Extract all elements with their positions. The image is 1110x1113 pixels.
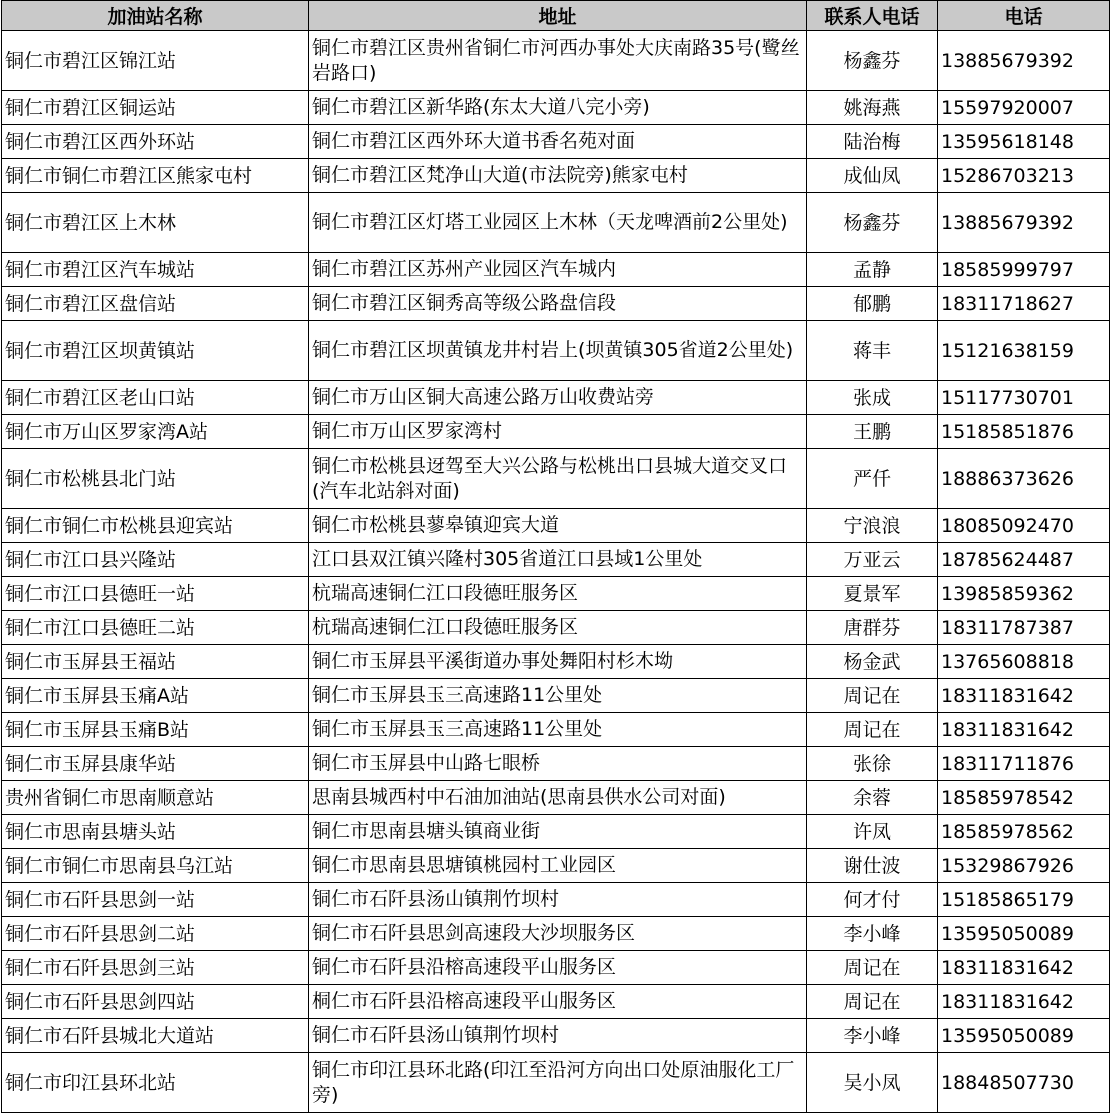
phone-cell[interactable]: 18311831642: [938, 951, 1110, 985]
address-cell[interactable]: 铜仁市碧江区坝黄镇龙井村岩上(坝黄镇305省道2公里处): [309, 321, 807, 381]
table-row[interactable]: [2, 509, 1110, 543]
phone-cell[interactable]: 18311831642: [938, 679, 1110, 713]
table-row[interactable]: [2, 611, 1110, 645]
table-row[interactable]: [2, 679, 1110, 713]
station-name-cell[interactable]: 铜仁市印江县环北站: [2, 1053, 309, 1113]
table-row[interactable]: [2, 577, 1110, 611]
header-station-name: 加油站名称: [2, 1, 309, 31]
gas-station-table: [1, 0, 1110, 1113]
table-row[interactable]: [2, 449, 1110, 509]
table-row[interactable]: [2, 781, 1110, 815]
contact-name-cell[interactable]: 万亚云: [807, 543, 938, 577]
address-cell[interactable]: 铜仁市松桃县蓼皋镇迎宾大道: [309, 509, 807, 543]
station-name-cell[interactable]: 铜仁市石阡县思剑四站: [2, 985, 309, 1019]
station-name-cell[interactable]: 铜仁市松桃县北门站: [2, 449, 309, 509]
address-cell[interactable]: 铜仁市碧江区新华路(东太大道八完小旁): [309, 91, 807, 125]
contact-name-cell[interactable]: 周记在: [807, 679, 938, 713]
station-name-cell[interactable]: 铜仁市江口县兴隆站: [2, 543, 309, 577]
address-cell[interactable]: 铜仁市石阡县思剑高速段大沙坝服务区: [309, 917, 807, 951]
table-row[interactable]: [2, 985, 1110, 1019]
address-cell[interactable]: 铜仁市碧江区苏州产业园区汽车城内: [309, 253, 807, 287]
station-name-cell[interactable]: 铜仁市石阡县城北大道站: [2, 1019, 309, 1053]
header-address: 地址: [309, 1, 807, 31]
contact-name-cell[interactable]: 杨金武: [807, 645, 938, 679]
phone-cell[interactable]: 15329867926: [938, 849, 1110, 883]
address-cell[interactable]: 铜仁市石阡县汤山镇荆竹坝村: [309, 1019, 807, 1053]
phone-cell[interactable]: 15185851876: [938, 415, 1110, 449]
station-name-cell[interactable]: 铜仁市碧江区铜运站: [2, 91, 309, 125]
contact-name-cell[interactable]: 余蓉: [807, 781, 938, 815]
address-cell[interactable]: 铜仁市玉屏县中山路七眼桥: [309, 747, 807, 781]
contact-name-cell[interactable]: 王鹏: [807, 415, 938, 449]
table-row[interactable]: [2, 125, 1110, 159]
table-row[interactable]: [2, 713, 1110, 747]
table-row[interactable]: [2, 415, 1110, 449]
phone-cell[interactable]: 13885679392: [938, 193, 1110, 253]
header-contact: 联系人电话: [807, 1, 938, 31]
phone-cell[interactable]: 18311711876: [938, 747, 1110, 781]
station-name-cell[interactable]: 铜仁市碧江区坝黄镇站: [2, 321, 309, 381]
station-name-cell[interactable]: 铜仁市碧江区锦江站: [2, 31, 309, 91]
station-name-cell[interactable]: 铜仁市石阡县思剑二站: [2, 917, 309, 951]
station-name-cell[interactable]: 贵州省铜仁市思南顺意站: [2, 781, 309, 815]
address-cell[interactable]: 铜仁市碧江区贵州省铜仁市河西办事处大庆南路35号(鹭丝岩路口): [309, 31, 807, 91]
phone-cell[interactable]: 13985859362: [938, 577, 1110, 611]
station-name-cell[interactable]: 铜仁市玉屏县玉痛A站: [2, 679, 309, 713]
station-name-cell[interactable]: 铜仁市铜仁市松桃县迎宾站: [2, 509, 309, 543]
phone-cell[interactable]: 18848507730: [938, 1053, 1110, 1113]
table-row[interactable]: [2, 815, 1110, 849]
address-cell[interactable]: 杭瑞高速铜仁江口段德旺服务区: [309, 611, 807, 645]
contact-name-cell[interactable]: 宁浪浪: [807, 509, 938, 543]
station-name-cell[interactable]: 铜仁市江口县德旺一站: [2, 577, 309, 611]
address-cell[interactable]: 铜仁市碧江区灯塔工业园区上木林（天龙啤酒前2公里处): [309, 193, 807, 253]
contact-name-cell[interactable]: 唐群芬: [807, 611, 938, 645]
address-cell[interactable]: 铜仁市石阡县汤山镇荆竹坝村: [309, 883, 807, 917]
phone-cell[interactable]: 13885679392: [938, 31, 1110, 91]
contact-name-cell[interactable]: 李小峰: [807, 917, 938, 951]
table-row[interactable]: [2, 253, 1110, 287]
contact-name-cell[interactable]: 何才付: [807, 883, 938, 917]
station-name-cell[interactable]: 铜仁市江口县德旺二站: [2, 611, 309, 645]
contact-name-cell[interactable]: 李小峰: [807, 1019, 938, 1053]
address-cell[interactable]: 铜仁市玉屏县玉三高速路11公里处: [309, 679, 807, 713]
contact-name-cell[interactable]: 张徐: [807, 747, 938, 781]
table-row[interactable]: [2, 321, 1110, 381]
contact-name-cell[interactable]: 孟静: [807, 253, 938, 287]
contact-name-cell[interactable]: 吴小凤: [807, 1053, 938, 1113]
phone-cell[interactable]: 15597920007: [938, 91, 1110, 125]
phone-cell[interactable]: 15185865179: [938, 883, 1110, 917]
address-cell[interactable]: 铜仁市松桃县迓驾至大兴公路与松桃出口县城大道交叉口(汽车北站斜对面): [309, 449, 807, 509]
header-phone: 电话: [938, 1, 1110, 31]
phone-cell[interactable]: 18585978542: [938, 781, 1110, 815]
contact-name-cell[interactable]: 成仙凤: [807, 159, 938, 193]
phone-cell[interactable]: 15286703213: [938, 159, 1110, 193]
address-cell[interactable]: 铜仁市印江县环北路(印江至沿河方向出口处原油服化工厂旁): [309, 1053, 807, 1113]
address-cell[interactable]: 铜仁市万山区罗家湾村: [309, 415, 807, 449]
phone-cell[interactable]: 13595050089: [938, 1019, 1110, 1053]
contact-name-cell[interactable]: 杨鑫芬: [807, 193, 938, 253]
station-name-cell[interactable]: 铜仁市碧江区盘信站: [2, 287, 309, 321]
station-name-cell[interactable]: 铜仁市碧江区西外环站: [2, 125, 309, 159]
table-row[interactable]: [2, 645, 1110, 679]
station-name-cell[interactable]: 铜仁市玉屏县王福站: [2, 645, 309, 679]
contact-name-cell[interactable]: 周记在: [807, 985, 938, 1019]
phone-cell[interactable]: 13595050089: [938, 917, 1110, 951]
table-row[interactable]: [2, 747, 1110, 781]
table-row[interactable]: [2, 1053, 1110, 1113]
phone-cell[interactable]: 18311718627: [938, 287, 1110, 321]
phone-cell[interactable]: 18585999797: [938, 253, 1110, 287]
contact-name-cell[interactable]: 夏景军: [807, 577, 938, 611]
table-row[interactable]: [2, 91, 1110, 125]
station-name-cell[interactable]: 铜仁市碧江区汽车城站: [2, 253, 309, 287]
address-cell[interactable]: 铜仁市碧江区铜秀高等级公路盘信段: [309, 287, 807, 321]
address-cell[interactable]: 铜仁市思南县思塘镇桃园村工业园区: [309, 849, 807, 883]
address-cell[interactable]: 杭瑞高速铜仁江口段德旺服务区: [309, 577, 807, 611]
address-cell[interactable]: 铜仁市玉屏县平溪街道办事处舞阳村杉木坳: [309, 645, 807, 679]
station-name-cell[interactable]: 铜仁市碧江区上木林: [2, 193, 309, 253]
station-name-cell[interactable]: 铜仁市思南县塘头站: [2, 815, 309, 849]
contact-name-cell[interactable]: 周记在: [807, 951, 938, 985]
contact-name-cell[interactable]: 杨鑫芬: [807, 31, 938, 91]
contact-name-cell[interactable]: 谢仕波: [807, 849, 938, 883]
phone-cell[interactable]: 18085092470: [938, 509, 1110, 543]
contact-name-cell[interactable]: 姚海燕: [807, 91, 938, 125]
phone-cell[interactable]: 18886373626: [938, 449, 1110, 509]
address-cell[interactable]: 铜仁市思南县塘头镇商业街: [309, 815, 807, 849]
station-name-cell[interactable]: 铜仁市碧江区老山口站: [2, 381, 309, 415]
phone-cell[interactable]: 15117730701: [938, 381, 1110, 415]
phone-cell[interactable]: 18585978562: [938, 815, 1110, 849]
phone-cell[interactable]: 18785624487: [938, 543, 1110, 577]
address-cell[interactable]: 铜仁市碧江区西外环大道书香名苑对面: [309, 125, 807, 159]
table-row[interactable]: [2, 159, 1110, 193]
contact-name-cell[interactable]: 张成: [807, 381, 938, 415]
station-name-cell[interactable]: 铜仁市玉屏县玉痛B站: [2, 713, 309, 747]
address-cell[interactable]: 铜仁市玉屏县玉三高速路11公里处: [309, 713, 807, 747]
phone-cell[interactable]: 18311831642: [938, 713, 1110, 747]
station-name-cell[interactable]: 铜仁市石阡县思剑一站: [2, 883, 309, 917]
header-row: [2, 1, 1110, 31]
table-row[interactable]: [2, 31, 1110, 91]
contact-name-cell[interactable]: 陆治梅: [807, 125, 938, 159]
station-name-cell[interactable]: 铜仁市铜仁市碧江区熊家屯村: [2, 159, 309, 193]
station-name-cell[interactable]: 铜仁市石阡县思剑三站: [2, 951, 309, 985]
table-row[interactable]: [2, 381, 1110, 415]
station-name-cell[interactable]: 铜仁市万山区罗家湾A站: [2, 415, 309, 449]
phone-cell[interactable]: 18311831642: [938, 985, 1110, 1019]
table-row[interactable]: [2, 917, 1110, 951]
table-row[interactable]: [2, 287, 1110, 321]
address-cell[interactable]: 铜仁市石阡县沿榕高速段平山服务区: [309, 951, 807, 985]
table-row[interactable]: [2, 193, 1110, 253]
table-row[interactable]: [2, 849, 1110, 883]
table-row[interactable]: [2, 1019, 1110, 1053]
contact-name-cell[interactable]: 郁鹏: [807, 287, 938, 321]
contact-name-cell[interactable]: 许凤: [807, 815, 938, 849]
contact-name-cell[interactable]: 蒋丰: [807, 321, 938, 381]
table-row[interactable]: [2, 883, 1110, 917]
address-cell[interactable]: 铜仁市万山区铜大高速公路万山收费站旁: [309, 381, 807, 415]
contact-name-cell[interactable]: 严仟: [807, 449, 938, 509]
phone-cell[interactable]: 13765608818: [938, 645, 1110, 679]
station-name-cell[interactable]: 铜仁市铜仁市思南县乌江站: [2, 849, 309, 883]
address-cell[interactable]: 思南县城西村中石油加油站(思南县供水公司对面): [309, 781, 807, 815]
contact-name-cell[interactable]: 周记在: [807, 713, 938, 747]
table-row[interactable]: [2, 951, 1110, 985]
address-cell[interactable]: 桐仁市石阡县沿榕高速段平山服务区: [309, 985, 807, 1019]
address-cell[interactable]: 铜仁市碧江区梵净山大道(市法院旁)熊家屯村: [309, 159, 807, 193]
table-row[interactable]: [2, 543, 1110, 577]
phone-cell[interactable]: 18311787387: [938, 611, 1110, 645]
phone-cell[interactable]: 13595618148: [938, 125, 1110, 159]
table-body: [2, 31, 1110, 1113]
address-cell[interactable]: 江口县双江镇兴隆村305省道江口县域1公里处: [309, 543, 807, 577]
phone-cell[interactable]: 15121638159: [938, 321, 1110, 381]
station-name-cell[interactable]: 铜仁市玉屏县康华站: [2, 747, 309, 781]
